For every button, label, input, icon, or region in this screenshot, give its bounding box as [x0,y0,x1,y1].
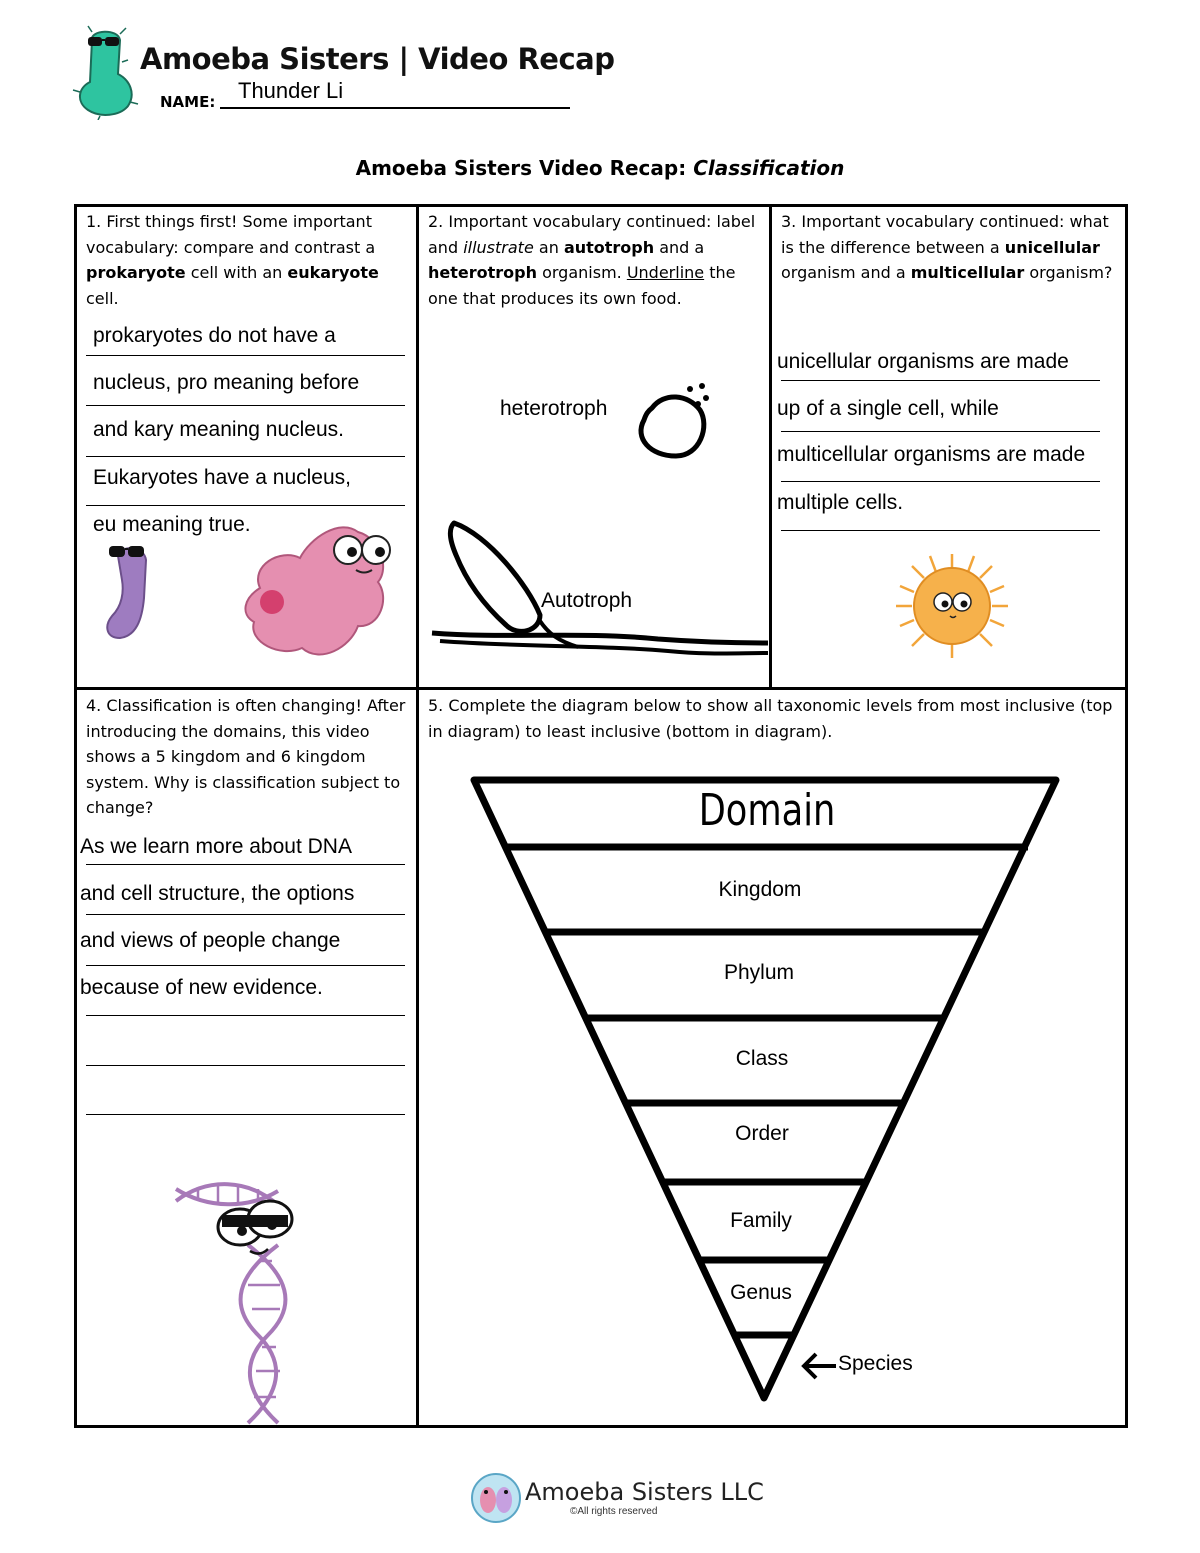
brand-title: Amoeba Sisters | Video Recap [140,42,615,76]
q1-prompt: 1. First things first! Some important vocabulary: compare and contrast a prokaryote cell with an eukaryote cell. [86,212,379,308]
heterotroph-label[interactable]: heterotroph [500,397,608,420]
heterotroph-drawing [630,378,720,464]
answer-rule [86,405,405,406]
q4-answer-line[interactable]: As we learn more about DNA [80,835,352,858]
taxon-phylum[interactable]: Phylum [723,961,795,984]
footer-logo [470,1472,522,1524]
answer-rule [86,355,405,356]
answer-rule [86,914,405,915]
taxon-kingdom[interactable]: Kingdom [718,878,802,901]
q5-prompt: 5. Complete the diagram below to show all taxonomic levels from most inclusive (top in diagram) to least inclusive (bottom in diagram). [428,696,1113,741]
q3-answer-line[interactable]: multicellular organisms are made [777,443,1086,466]
prokaryote-illustration [100,540,160,644]
divider [74,687,1128,690]
q1-answer-line[interactable]: prokaryotes do not have a [93,324,336,347]
answer-rule [86,864,405,865]
divider [416,204,419,1428]
page-title [0,156,1200,180]
answer-rule [86,1015,405,1016]
q2-prompt: 2. Important vocabulary continued: label and illustrate an autotroph and a heterotroph organism. Underline the one that produces its own food. [428,212,756,308]
q4-prompt: 4. Classification is often changing! After introducing the domains, this video shows a 5 kingdom and 6 kingdom system. Why is classification subject to change? [86,696,406,817]
taxon-genus[interactable]: Genus [730,1281,792,1304]
taxon-order[interactable]: Order [735,1122,789,1145]
taxon-family[interactable]: Family [730,1209,792,1232]
q1-answer-line[interactable]: eu meaning true. [93,513,251,536]
q1-answer-line[interactable]: nucleus, pro meaning before [93,371,360,394]
q3-answer-line[interactable]: unicellular organisms are made [777,350,1069,373]
answer-rule [86,456,405,457]
q3-answer-line[interactable]: up of a single cell, while [777,397,999,420]
q3-answer-line[interactable]: multiple cells. [777,491,904,514]
taxonomy-pyramid [460,770,1070,1410]
answer-rule [86,1114,405,1115]
eukaryote-illustration [240,518,400,664]
footer-company: Amoeba Sisters LLC [525,1478,764,1506]
name-underline [220,107,570,109]
answer-rule [781,431,1100,432]
name-field[interactable]: Thunder Li [238,78,344,103]
q3-prompt: 3. Important vocabulary continued: what is the difference between a unicellular organism and a multicellular organism? [781,212,1113,282]
answer-rule [86,965,405,966]
name-label: NAME: [160,93,216,111]
footer-rights: ©All rights reserved [570,1506,658,1517]
title-main: Amoeba Sisters Video Recap: [355,156,687,180]
q4-answer-line[interactable]: and views of people change [80,929,341,952]
taxon-domain: Domain [698,785,836,836]
title-topic: Classification [693,156,845,180]
answer-rule [86,505,405,506]
q1-answer-line[interactable]: and kary meaning nucleus. [93,418,344,441]
q4-answer-line[interactable]: because of new evidence. [80,976,323,999]
q1-answer-line[interactable]: Eukaryotes have a nucleus, [93,466,351,489]
dna-illustration [168,1175,318,1425]
autotroph-label[interactable]: Autotroph [541,589,633,612]
answer-rule [86,1065,405,1066]
answer-rule [781,530,1100,531]
answer-rule [781,380,1100,381]
q4-answer-line[interactable]: and cell structure, the options [80,882,355,905]
taxon-class[interactable]: Class [735,1047,789,1070]
unicellular-illustration [882,550,1022,662]
amoeba-mascot-logo [70,22,142,120]
answer-rule [781,481,1100,482]
taxon-species: Species [838,1352,913,1375]
arrow-left-icon [800,1350,838,1382]
